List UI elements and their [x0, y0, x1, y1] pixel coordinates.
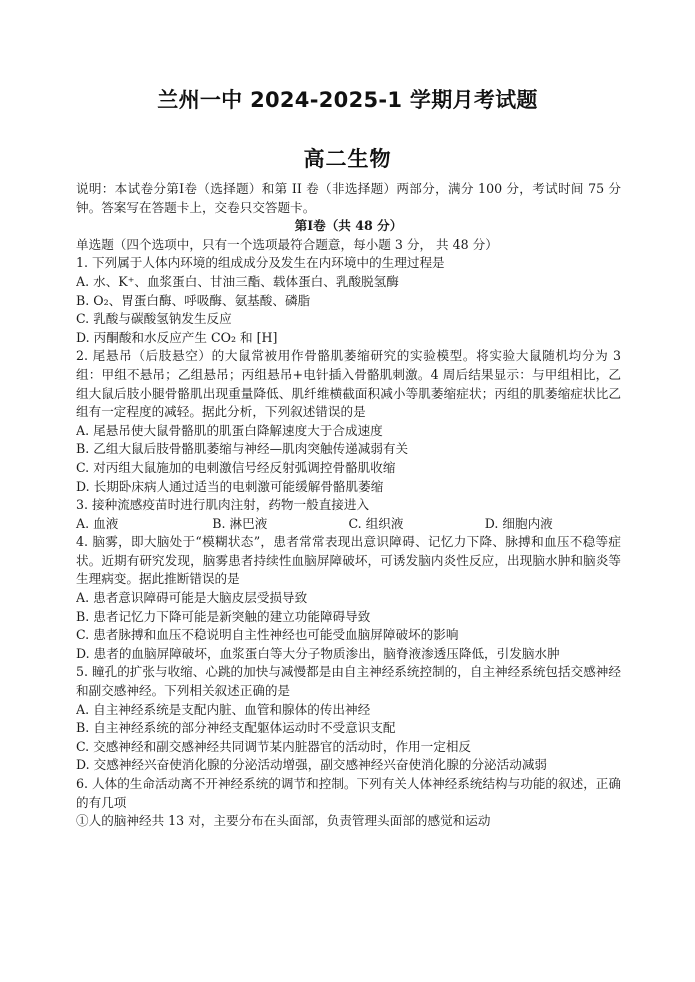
question-6-statement-1: ①人的脑神经共 13 对，主要分布在头面部，负责管理头面部的感觉和运动	[76, 813, 491, 829]
subject-title: 高二生物	[303, 147, 392, 171]
question-5-option-a: A. 自主神经系统是支配内脏、血管和腺体的传出神经	[76, 701, 371, 717]
question-5-option-d: D. 交感神经兴奋使消化腺的分泌活动增强，副交感神经兴奋使消化腺的分泌活动减弱	[76, 757, 548, 773]
question-4-option-d: D. 患者的血脑屏障破坏，血浆蛋白等大分子物质渗出，脑脊液渗透压降低，引发脑水肿	[76, 645, 560, 661]
question-3-options	[76, 515, 621, 534]
question-4-option-c: C. 患者脉搏和血压不稳说明自主性神经也可能受血脑屏障破坏的影响	[76, 627, 459, 643]
question-2-option-d: D. 长期卧床病人通过适当的电刺激可能缓解骨骼肌萎缩	[76, 478, 384, 494]
question-4-stem: 4. 脑雾，即大脑处于“模糊状态”，患者常常表现出意识障碍、记忆力下降、脉搏和血压不稳等症状。近期有研究发现，脑雾患者持续性血脑屏障破坏，可诱发脑内炎性反应，出现脑水肿和脑炎等生理病变。据此推断错误的是	[76, 534, 621, 587]
question-3-option-c: C. 组织液	[348, 515, 404, 531]
question-1-option-c: C. 乳酸与碳酸氢钠发生反应	[76, 311, 232, 327]
section-intro: 单选题（四个选项中，只有一个选项最符合题意，每小题 3 分， 共 48 分）	[76, 236, 498, 252]
exam-body	[76, 180, 621, 831]
question-3-option-d: D. 细胞内液	[484, 515, 553, 531]
question-1-stem: 1. 下列属于人体内环境的组成成分及发生在内环境中的生理过程是	[76, 255, 445, 271]
question-1-option-a: A. 水、K⁺、血浆蛋白、甘油三酯、载体蛋白、乳酸脱氢酶	[76, 273, 399, 289]
question-3-option-b: B. 淋巴液	[212, 515, 268, 531]
question-2-stem: 2. 尾悬吊（后肢悬空）的大鼠常被用作骨骼肌萎缩研究的实验模型。将实验大鼠随机均分为 3 组：甲组不悬吊；乙组悬吊；丙组悬吊+电针插入骨骼肌刺激。4 周后结果显示：与甲组相比，乙组大鼠后肢小腿骨骼肌出现重量降低、肌纤维横截面积减小等肌萎缩症状；丙组的肌萎缩症状比乙组有一定程度的减轻。据此分析，下列叙述错误的是	[76, 348, 621, 420]
question-5-option-c: C. 交感神经和副交感神经共同调节某内脏器官的活动时，作用一定相反	[76, 738, 472, 754]
question-2-option-a: A. 尾悬吊使大鼠骨骼肌的肌蛋白降解速度大于合成速度	[76, 422, 383, 438]
question-4-option-b: B. 患者记忆力下降可能是新突触的建立功能障碍导致	[76, 608, 371, 624]
section-heading: 第Ⅰ卷（共 48 分）	[294, 218, 403, 234]
question-6-stem: 6. 人体的生命活动离不开神经系统的调节和控制。下列有关人体神经系统结构与功能的叙述，正确的有几项	[76, 776, 621, 810]
exam-title: 兰州一中 2024-2025-1 学期月考试题	[157, 88, 538, 112]
question-5-option-b: B. 自主神经系统的部分神经支配躯体运动时不受意识支配	[76, 720, 396, 736]
question-1-option-b: B. O₂、胃蛋白酶、呼吸酶、氨基酸、磷脂	[76, 292, 311, 308]
question-5-stem: 5. 瞳孔的扩张与收缩、心跳的加快与减慢都是由自主神经系统控制的，自主神经系统包括交感神经和副交感神经。下列相关叙述正确的是	[76, 664, 621, 699]
question-3-option-a: A. 血液	[76, 515, 119, 531]
question-3-stem: 3. 接种流感疫苗时进行肌肉注射，药物一般直接进入	[76, 497, 370, 513]
question-1-option-d: D. 丙酮酸和水反应产生 CO₂ 和 [H]	[76, 329, 278, 345]
question-2-option-b: B. 乙组大鼠后肢骨骼肌萎缩与神经—肌肉突触传递减弱有关	[76, 441, 409, 457]
question-2-option-c: C. 对丙组大鼠施加的电刺激信号经反射弧调控骨骼肌收缩	[76, 459, 396, 475]
instructions: 说明：本试卷分第Ⅰ卷（选择题）和第 II 卷（非选择题）两部分，满分 100 分，考试时间 75 分钟。答案写在答题卡上，交卷只交答题卡。	[76, 181, 621, 215]
question-4-option-a: A. 患者意识障碍可能是大脑皮层受损导致	[76, 590, 308, 606]
